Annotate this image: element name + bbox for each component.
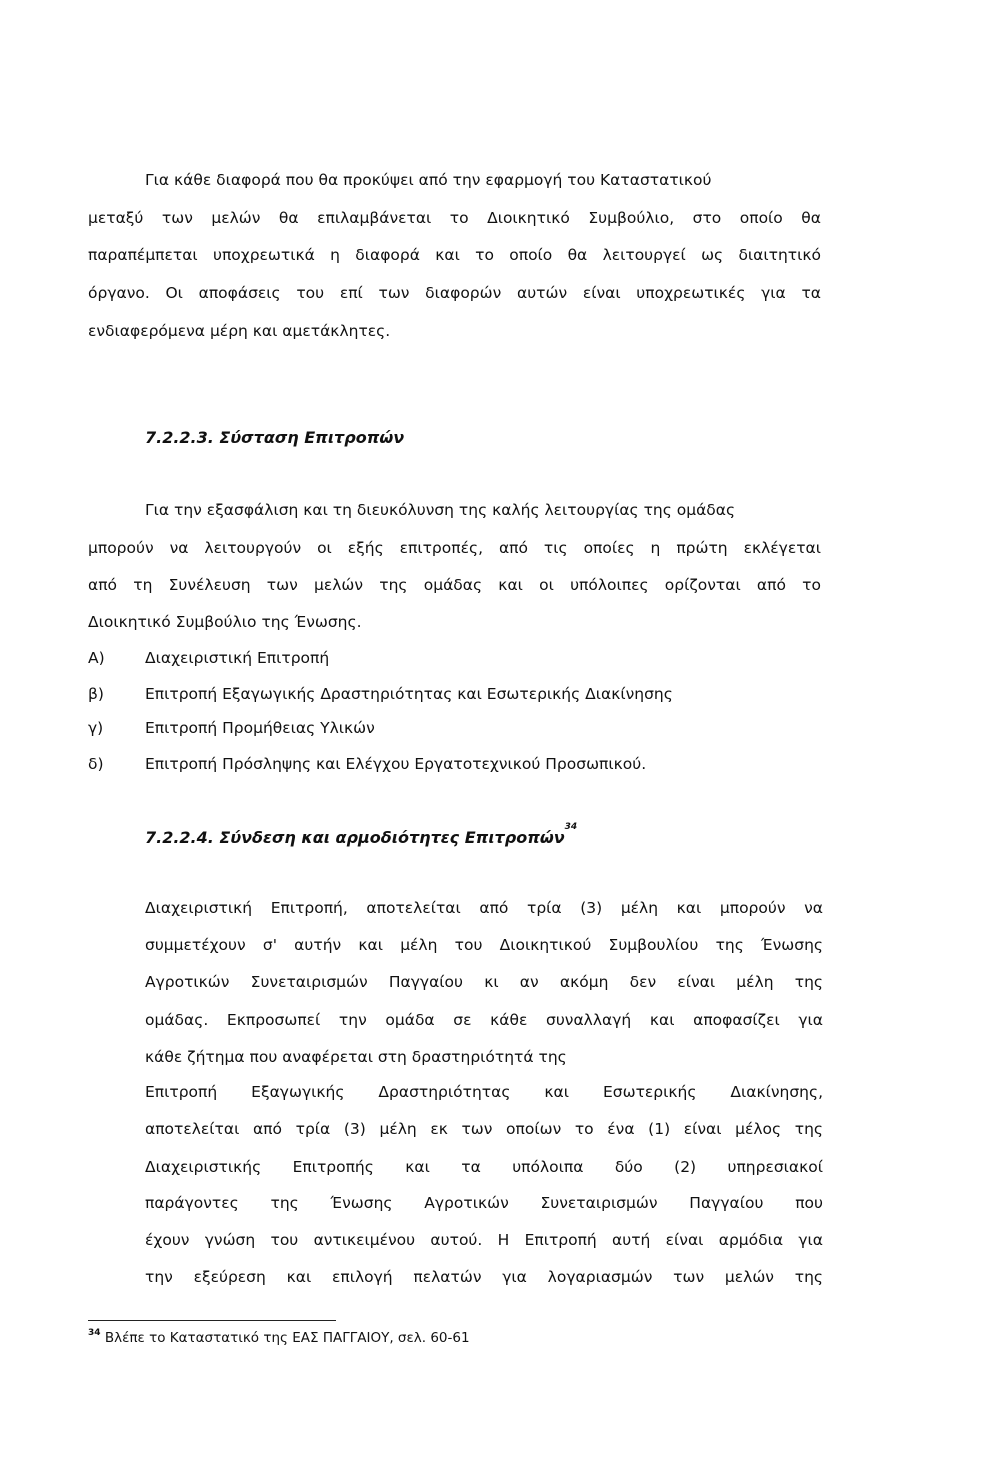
- text-line: αποτελείται από τρία (3) μέλη εκ των οποίων το ένα (1) είναι μέλος της: [145, 1120, 823, 1138]
- text-line: παράγοντες της Ένωσης Αγροτικών Συνεταιρισμών Παγγαίου που: [145, 1194, 823, 1212]
- text-line: Διοικητικό Συμβούλιο της Ένωσης.: [88, 613, 362, 631]
- footnote-text: Βλέπε το Καταστατικό της ΕΑΣ ΠΑΓΓΑΙΟΥ, σελ. 60-61: [104, 1330, 470, 1346]
- text-line: Για την εξασφάλιση και τη διευκόλυνση της καλής λειτουργίας της ομάδας: [145, 501, 736, 519]
- list-item-text: Επιτροπή Πρόσληψης και Ελέγχου Εργατοτεχνικού Προσωπικού.: [145, 755, 647, 773]
- text-line: Αγροτικών Συνεταιρισμών Παγγαίου κι αν ακόμη δεν είναι μέλη της: [145, 973, 823, 991]
- list-marker: γ): [88, 719, 104, 737]
- text-line: συμμετέχουν σ' αυτήν και μέλη του Διοικητικού Συμβουλίου της Ένωσης: [145, 936, 823, 954]
- text-line: κάθε ζήτημα που αναφέρεται στη δραστηριότητά της: [145, 1048, 567, 1066]
- footnote: [88, 1330, 470, 1346]
- section-heading-committees: 7.2.2.3. Σύσταση Επιτροπών: [145, 428, 405, 447]
- list-marker: δ): [88, 755, 104, 773]
- text-line: έχουν γνώση του αντικειμένου αυτού. Η Επιτροπή αυτή είναι αρμόδια για: [145, 1231, 823, 1249]
- text-line: παραπέμπεται υποχρεωτικά η διαφορά και το οποίο θα λειτουργεί ως διαιτητικό: [88, 246, 821, 264]
- list-item-text: Επιτροπή Εξαγωγικής Δραστηριότητας και Εσωτερικής Διακίνησης: [145, 685, 673, 703]
- list-item-text: Διαχειριστική Επιτροπή: [145, 649, 330, 667]
- footnote-number: 34: [88, 1328, 101, 1338]
- footnote-divider: [88, 1320, 336, 1321]
- text-line: Διαχειριστική Επιτροπή, αποτελείται από τρία (3) μέλη και μπορούν να: [145, 899, 823, 917]
- section-heading-committee-responsibilities: [145, 822, 578, 847]
- text-line: μπορούν να λειτουργούν οι εξής επιτροπές, από τις οποίες η πρώτη εκλέγεται: [88, 539, 821, 557]
- text-line: ομάδας. Εκπροσωπεί την ομάδα σε κάθε συναλλαγή και αποφασίζει για: [145, 1011, 823, 1029]
- heading-text: 7.2.2.4. Σύνδεση και αρμοδιότητες Επιτροπών: [145, 828, 565, 847]
- text-line: Επιτροπή Εξαγωγικής Δραστηριότητας και Εσωτερικής Διακίνησης,: [145, 1083, 823, 1101]
- list-item-text: Επιτροπή Προμήθειας Υλικών: [145, 719, 375, 737]
- text-line: ενδιαφερόμενα μέρη και αμετάκλητες.: [88, 322, 391, 340]
- list-marker: Α): [88, 649, 105, 667]
- text-line: Για κάθε διαφορά που θα προκύψει από την εφαρμογή του Καταστατικού: [145, 171, 712, 189]
- text-line: μεταξύ των μελών θα επιλαμβάνεται το Διοικητικό Συμβούλιο, στο οποίο θα: [88, 209, 821, 227]
- footnote-reference: 34: [564, 822, 578, 832]
- text-line: Διαχειριστικής Επιτροπής και τα υπόλοιπα δύο (2) υπηρεσιακοί: [145, 1158, 823, 1176]
- text-line: από τη Συνέλευση των μελών της ομάδας και οι υπόλοιπες ορίζονται από το: [88, 576, 821, 594]
- list-marker: β): [88, 685, 104, 703]
- text-line: όργανο. Οι αποφάσεις του επί των διαφορών αυτών είναι υποχρεωτικές για τα: [88, 284, 821, 302]
- text-line: την εξεύρεση και επιλογή πελατών για λογαριασμών των μελών της: [145, 1268, 823, 1286]
